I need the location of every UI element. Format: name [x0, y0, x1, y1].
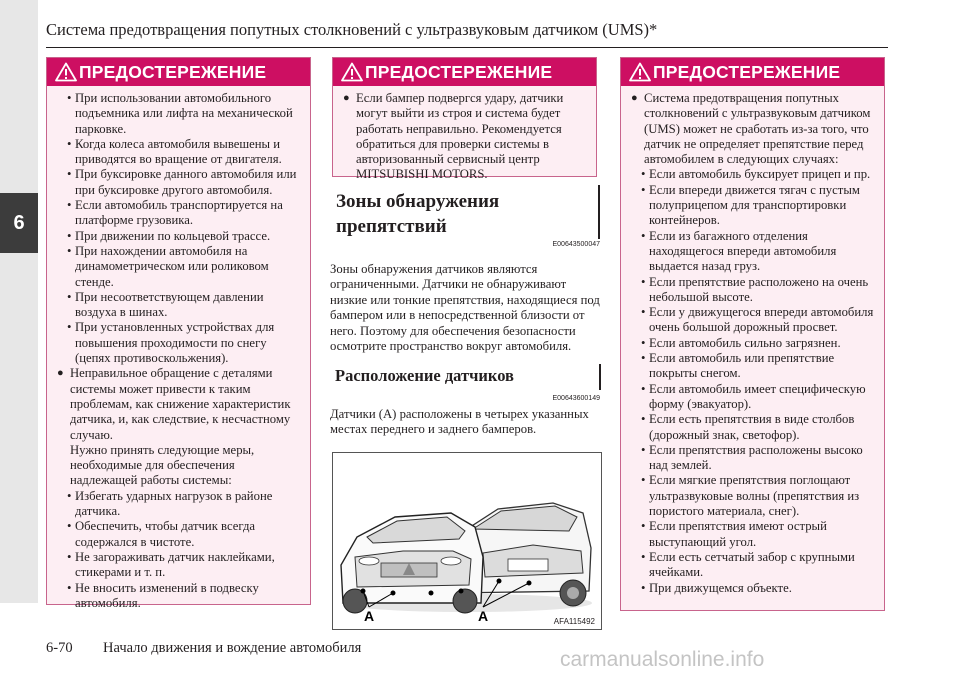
list-item: • Если препятствия расположены высоко над землей. — [631, 443, 876, 474]
warning-header — [621, 58, 884, 86]
list-item: • Если препятствия имеют острый выступающий угол. — [631, 519, 876, 550]
list-item: • Если из багажного отделения находящегося впереди автомобиля выдается назад груз. — [631, 229, 876, 275]
bullet-item: ● Если бампер подвергся удару, датчики могут выйти из строя и система будет работать неправильно. Рекомендуется обратиться для проверки системы в авторизованный сервисный центр MITSUBISHI MOTORS. — [343, 91, 588, 183]
section-code: E00643500047 — [552, 241, 600, 248]
warning-body — [621, 86, 884, 602]
list-item: • Если у движущегося впереди автомобиля очень большой дорожный просвет. — [631, 305, 876, 336]
list-item: • Если есть сетчатый забор с крупными ячейками. — [631, 550, 876, 581]
sensor-location-figure — [332, 452, 602, 630]
car-illustration — [333, 453, 601, 629]
section-paragraph: Датчики (A) расположены в четырех указанных местах переднего и заднего бамперов. — [330, 407, 589, 437]
warning-box-3 — [620, 57, 885, 611]
bullet-continuation: Нужно принять следующие меры, необходимые для обеспечения надлежащей работы системы: — [70, 442, 255, 488]
list-item: • Если автомобиль буксирует прицеп и пр. — [631, 167, 876, 182]
page-header-title: Система предотвращения попутных столкновений с ультразвуковым датчиком (UMS)* — [46, 20, 658, 39]
section-heading-sensors: Расположение датчиков — [330, 364, 601, 390]
list-item: • При использовании автомобильного подъемника или лифта на механической парковке. — [57, 91, 302, 137]
label-a-2: A — [478, 608, 489, 624]
list-item: • Если автомобиль транспортируется на платформе грузовика. — [57, 198, 302, 229]
warning-triangle-icon — [629, 62, 651, 82]
list-item: • Если автомобиль имеет специфическую форму (эвакуатор). — [631, 382, 876, 413]
list-item: • При несоответствующем давлении воздуха в шинах. — [57, 290, 302, 321]
warning-box-1 — [46, 57, 311, 610]
list-item: • При буксировке данного автомобиля или при буксировке другого автомобиля. — [57, 167, 302, 198]
list-item: • При установленных устройствах для повышения проходимости по снегу (цепях противоскольжения). — [57, 320, 302, 366]
section-code: E00643600149 — [552, 395, 600, 402]
list-item: • Не загораживать датчик наклейками, стикерами и т. п. — [57, 550, 302, 581]
warning-triangle-icon — [55, 62, 77, 82]
list-item: • Избегать ударных нагрузок в районе датчика. — [57, 489, 302, 520]
warning-box-2 — [332, 57, 597, 182]
warning-heading: ПРЕДОСТЕРЕЖЕНИЕ — [653, 61, 841, 82]
list-item: • Если автомобиль сильно загрязнен. — [631, 336, 876, 351]
list-item: • Если препятствие расположено на очень небольшой высоте. — [631, 275, 876, 306]
section-heading-detection: Зоны обнаружения препятствий — [330, 185, 600, 239]
list-item: • Если мягкие препятствия поглощают ультразвуковые волны (препятствия из пористого материала, снег). — [631, 473, 876, 519]
figure-code: AFA115492 — [553, 617, 595, 626]
warning-header — [47, 58, 310, 86]
label-a-1: A — [364, 608, 375, 624]
warning-triangle-icon — [341, 62, 363, 82]
list-item: • При движущемся объекте. — [631, 581, 876, 596]
bullet-item: ● Система предотвращения попутных столкновений с ультразвуковым датчиком (UMS) может не сработать из-за того, что датчик не определяет препятствие перед автомобилем в следующих случаях: — [631, 91, 876, 167]
warning-body — [333, 86, 596, 189]
warning-header — [333, 58, 596, 86]
list-item: • Если впереди движется тягач с пустым полуприцепом для транспортировки контейнеров. — [631, 183, 876, 229]
list-item: • Обеспечить, чтобы датчик всегда содержался в чистоте. — [57, 519, 302, 550]
list-item: • При движении по кольцевой трассе. — [57, 229, 302, 244]
list-item: • Когда колеса автомобиля вывешены и приводятся во вращение от двигателя. — [57, 137, 302, 168]
warning-body — [47, 86, 310, 617]
list-item: • Если есть препятствия в виде столбов (дорожный знак, светофор). — [631, 412, 876, 443]
watermark: carmanualsonline.info — [560, 648, 765, 671]
header-divider — [46, 47, 888, 48]
warning-heading: ПРЕДОСТЕРЕЖЕНИЕ — [79, 61, 267, 82]
chapter-tab: 6 — [0, 193, 38, 253]
footer-section-title: Начало движения и вождение автомобиля — [103, 640, 362, 656]
list-item: • Не вносить изменений в подвеску автомобиля. — [57, 581, 302, 612]
list-item: • При нахождении автомобиля на динамометрическом или роликовом стенде. — [57, 244, 302, 290]
bullet-item: ● Неправильное обращение с деталями системы может привести к таким проблемам, как снижение характеристик датчика, и, как следствие, к несчастному случаю. — [57, 366, 302, 442]
chapter-sidebar — [0, 0, 38, 603]
list-item: • Если автомобиль или препятствие покрыты снегом. — [631, 351, 876, 382]
section-paragraph: Зоны обнаружения датчиков являются ограниченными. Датчики не обнаруживают низкие или тонкие препятствия, находящиеся под бампером или в непосредственной близости от него. Поэтому для обеспечения безопасности осмотрите пространство вокруг автомобиля. — [330, 262, 600, 354]
page-number: 6-70 — [46, 640, 73, 656]
warning-heading: ПРЕДОСТЕРЕЖЕНИЕ — [365, 61, 553, 82]
